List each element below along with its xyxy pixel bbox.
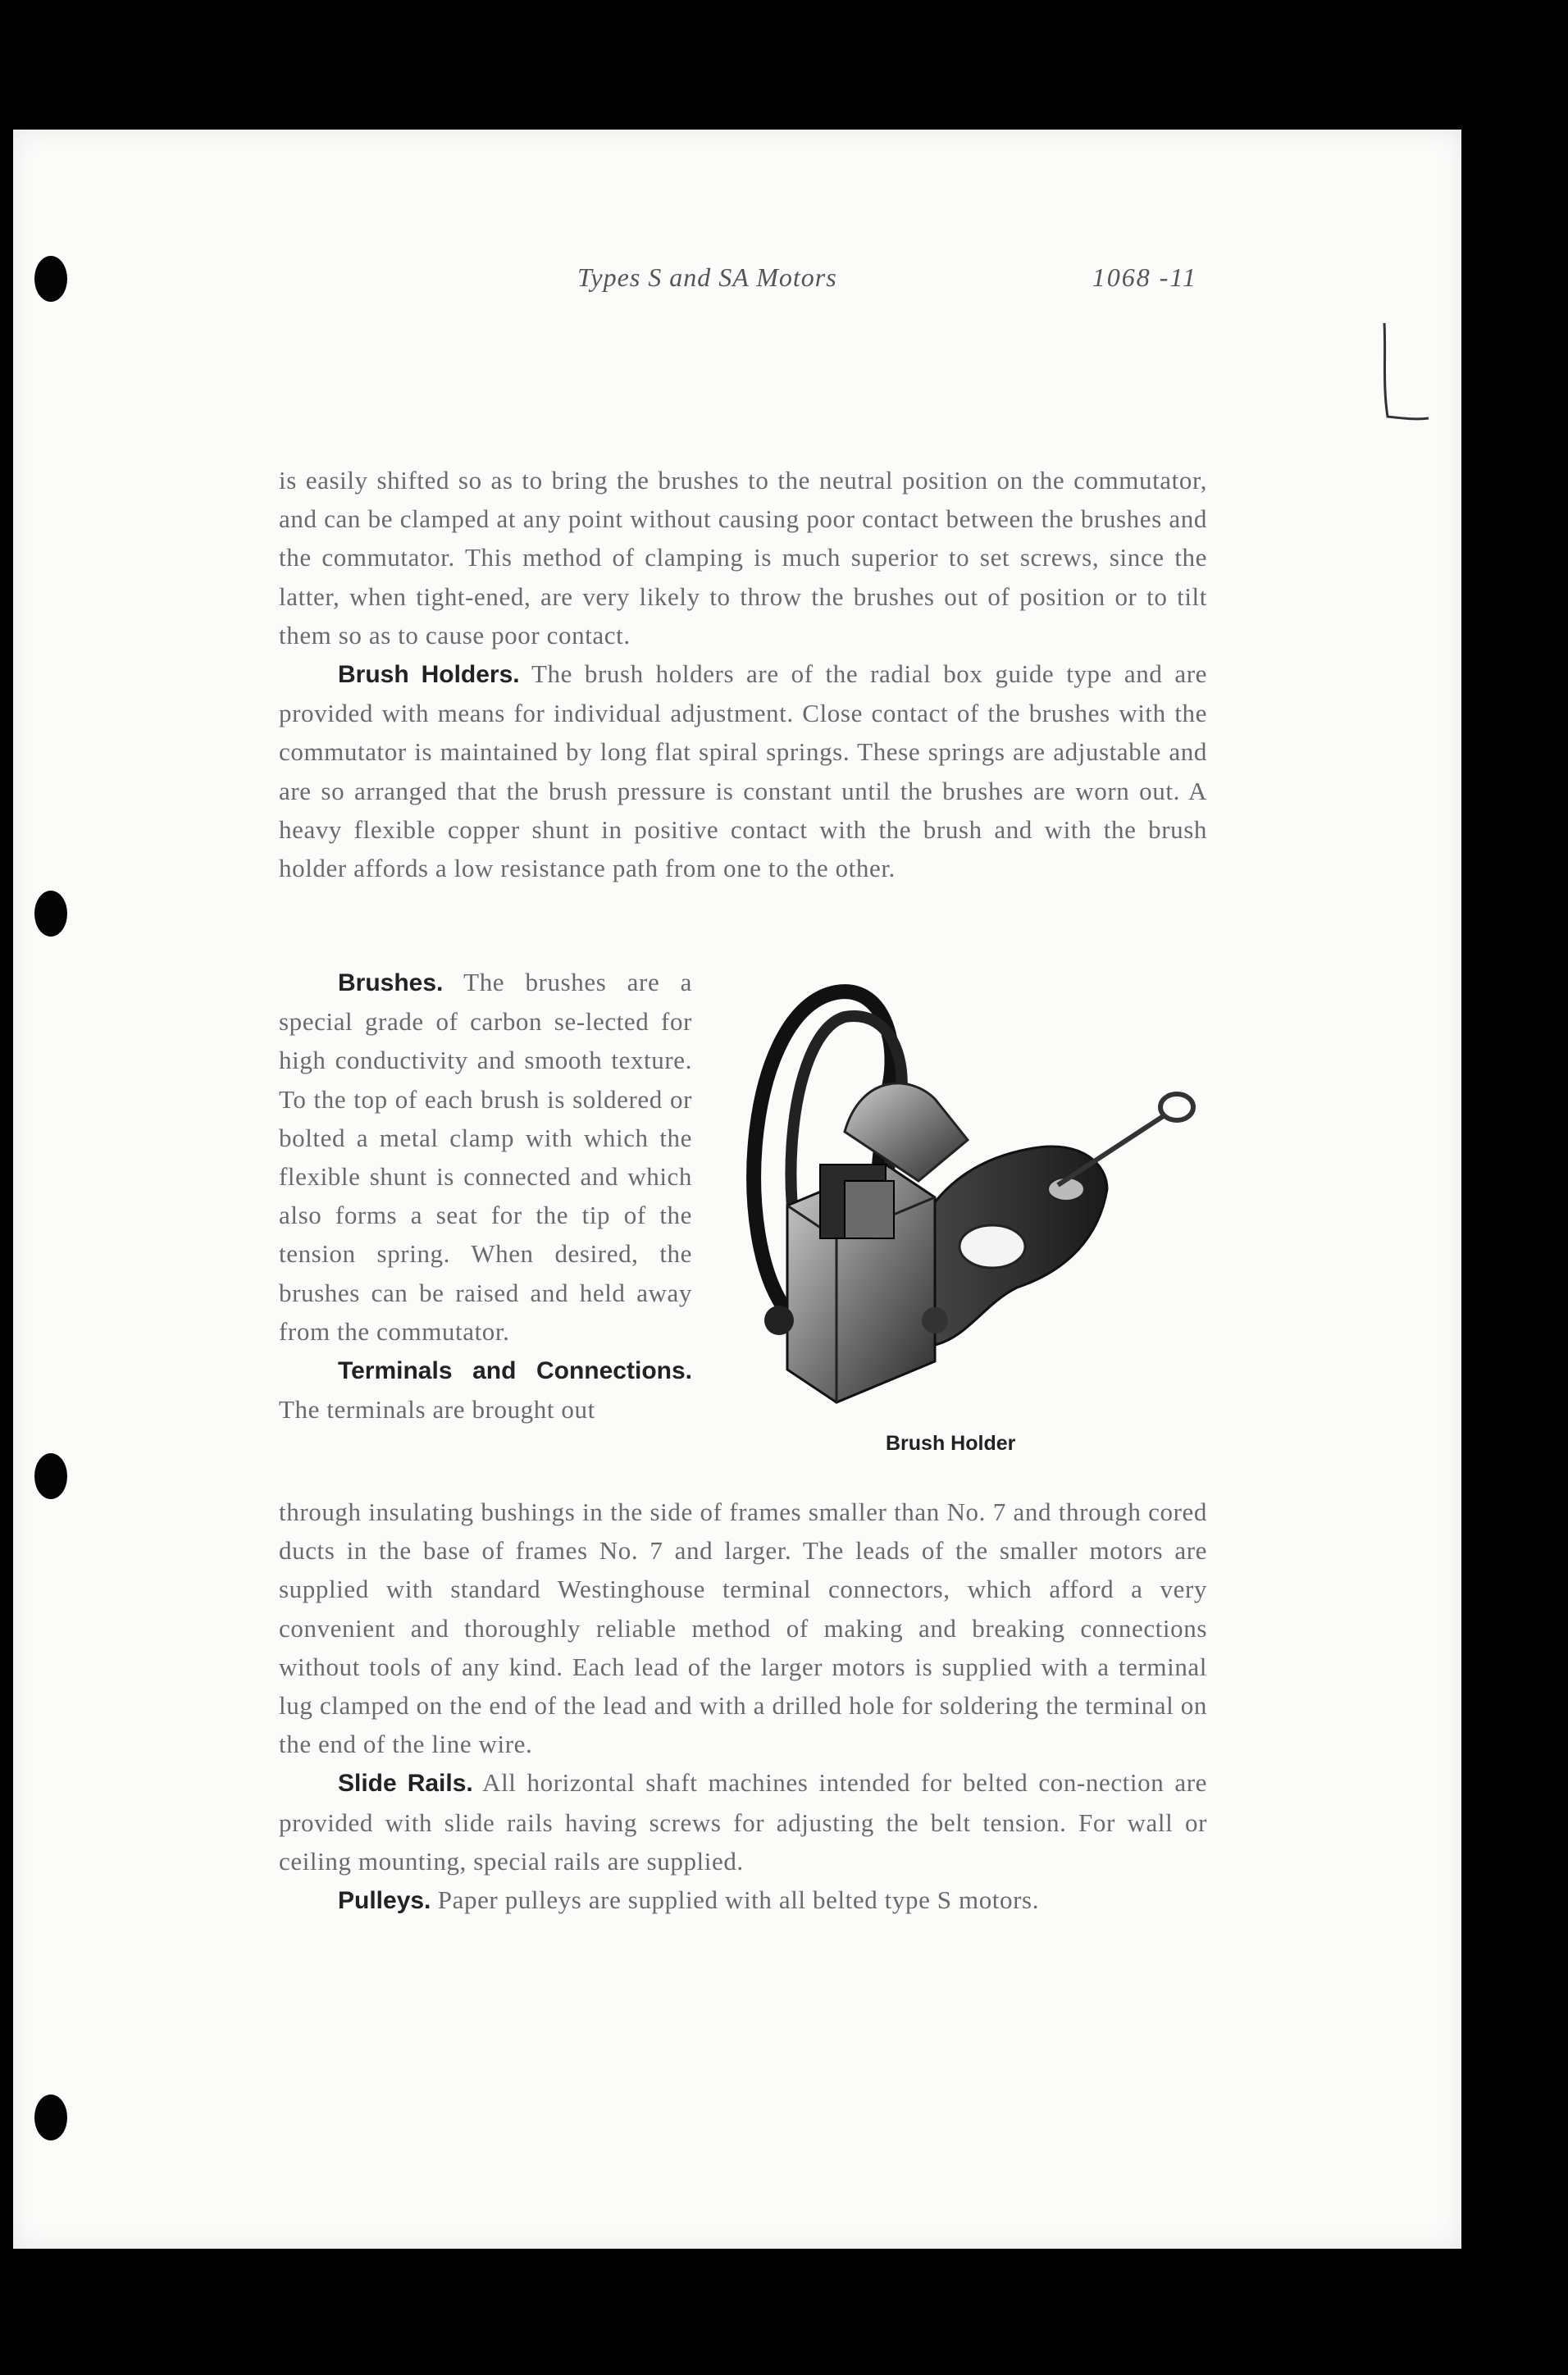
figure-caption: Brush Holder — [886, 1432, 1016, 1455]
section-heading: Terminals and Connections. — [338, 1357, 692, 1385]
section-heading: Pulleys. — [338, 1887, 431, 1915]
paragraph — [279, 963, 692, 1351]
section-heading: Brush Holders. — [338, 661, 520, 689]
punch-hole-4 — [34, 2095, 67, 2140]
paragraph-text: Paper pulleys are supplied with all belted type S motors. — [437, 1885, 1040, 1915]
text-block-top — [279, 461, 1207, 887]
pencil-mark-icon — [1370, 320, 1435, 451]
page-number: 1068 -11 — [1092, 262, 1197, 292]
paragraph-text: The terminals are brought out — [279, 1395, 595, 1425]
paragraph-text: is easily shifted so as to bring the brushes to the neutral position on the commutator, and can be clamped at any point without causing poor contact between the brushes and the commutator. This method of clamping is much superior to set screws, since the latter, when tight-ened, are very likely to throw the brushes out of position or to tilt them so as to cause poor contact. — [279, 466, 1207, 650]
punch-hole-2 — [34, 891, 67, 937]
punch-hole-1 — [34, 256, 67, 302]
paragraph — [279, 461, 1207, 654]
paragraph-text: All horizontal shaft machines intended for belted con-nection are provided with slide rails having screws for adjusting the belt tension. For wall or ceiling mounting, special rails are supplied. — [279, 1768, 1207, 1876]
text-block-bottom — [279, 1493, 1207, 1920]
paragraph-text: through insulating bushings in the side of frames smaller than No. 7 and through cored ducts in the base of frames No. 7 and larger. The leads of the smaller motors are supplied with standard Westinghouse terminal connectors, which afford a very convenient and thoroughly reliable method of making and breaking connections without tools of any kind. Each lead of the larger motors is supplied with a terminal lug clamped on the end of the lead and with a drilled hole for soldering the terminal on the end of the line wire. — [279, 1497, 1207, 1759]
paragraph — [279, 1880, 1207, 1920]
paragraph — [279, 1351, 692, 1429]
text-block-side — [279, 963, 692, 1429]
paragraph-text: The brush holders are of the radial box guide type and are provided with means for individual adjustment. Close contact of the brushes with the commutator is maintained by long flat spiral springs. These springs are adjustable and are so arranged that the brush pressure is constant until the brushes are worn out. A heavy flexible copper shunt in positive contact with the brush and with the brush holder affords a low resistance path from one to the other. — [279, 659, 1207, 883]
section-heading: Slide Rails. — [338, 1770, 473, 1798]
paragraph — [279, 654, 1207, 887]
paragraph — [279, 1493, 1207, 1763]
punch-hole-3 — [34, 1453, 67, 1499]
brush-holder-illustration — [722, 976, 1214, 1419]
paragraph-text: The brushes are a special grade of carbon se-lected for high conductivity and smooth texture. To the top of each brush is soldered or bolted a metal clamp with which the flexible shunt is connected and which also forms a seat for the tip of the tension spring. When desired, the brushes can be raised and held away from the commutator. — [279, 968, 692, 1346]
paragraph — [279, 1763, 1207, 1880]
section-heading: Brushes. — [338, 969, 444, 996]
running-title: Types S and SA Motors — [577, 262, 837, 292]
